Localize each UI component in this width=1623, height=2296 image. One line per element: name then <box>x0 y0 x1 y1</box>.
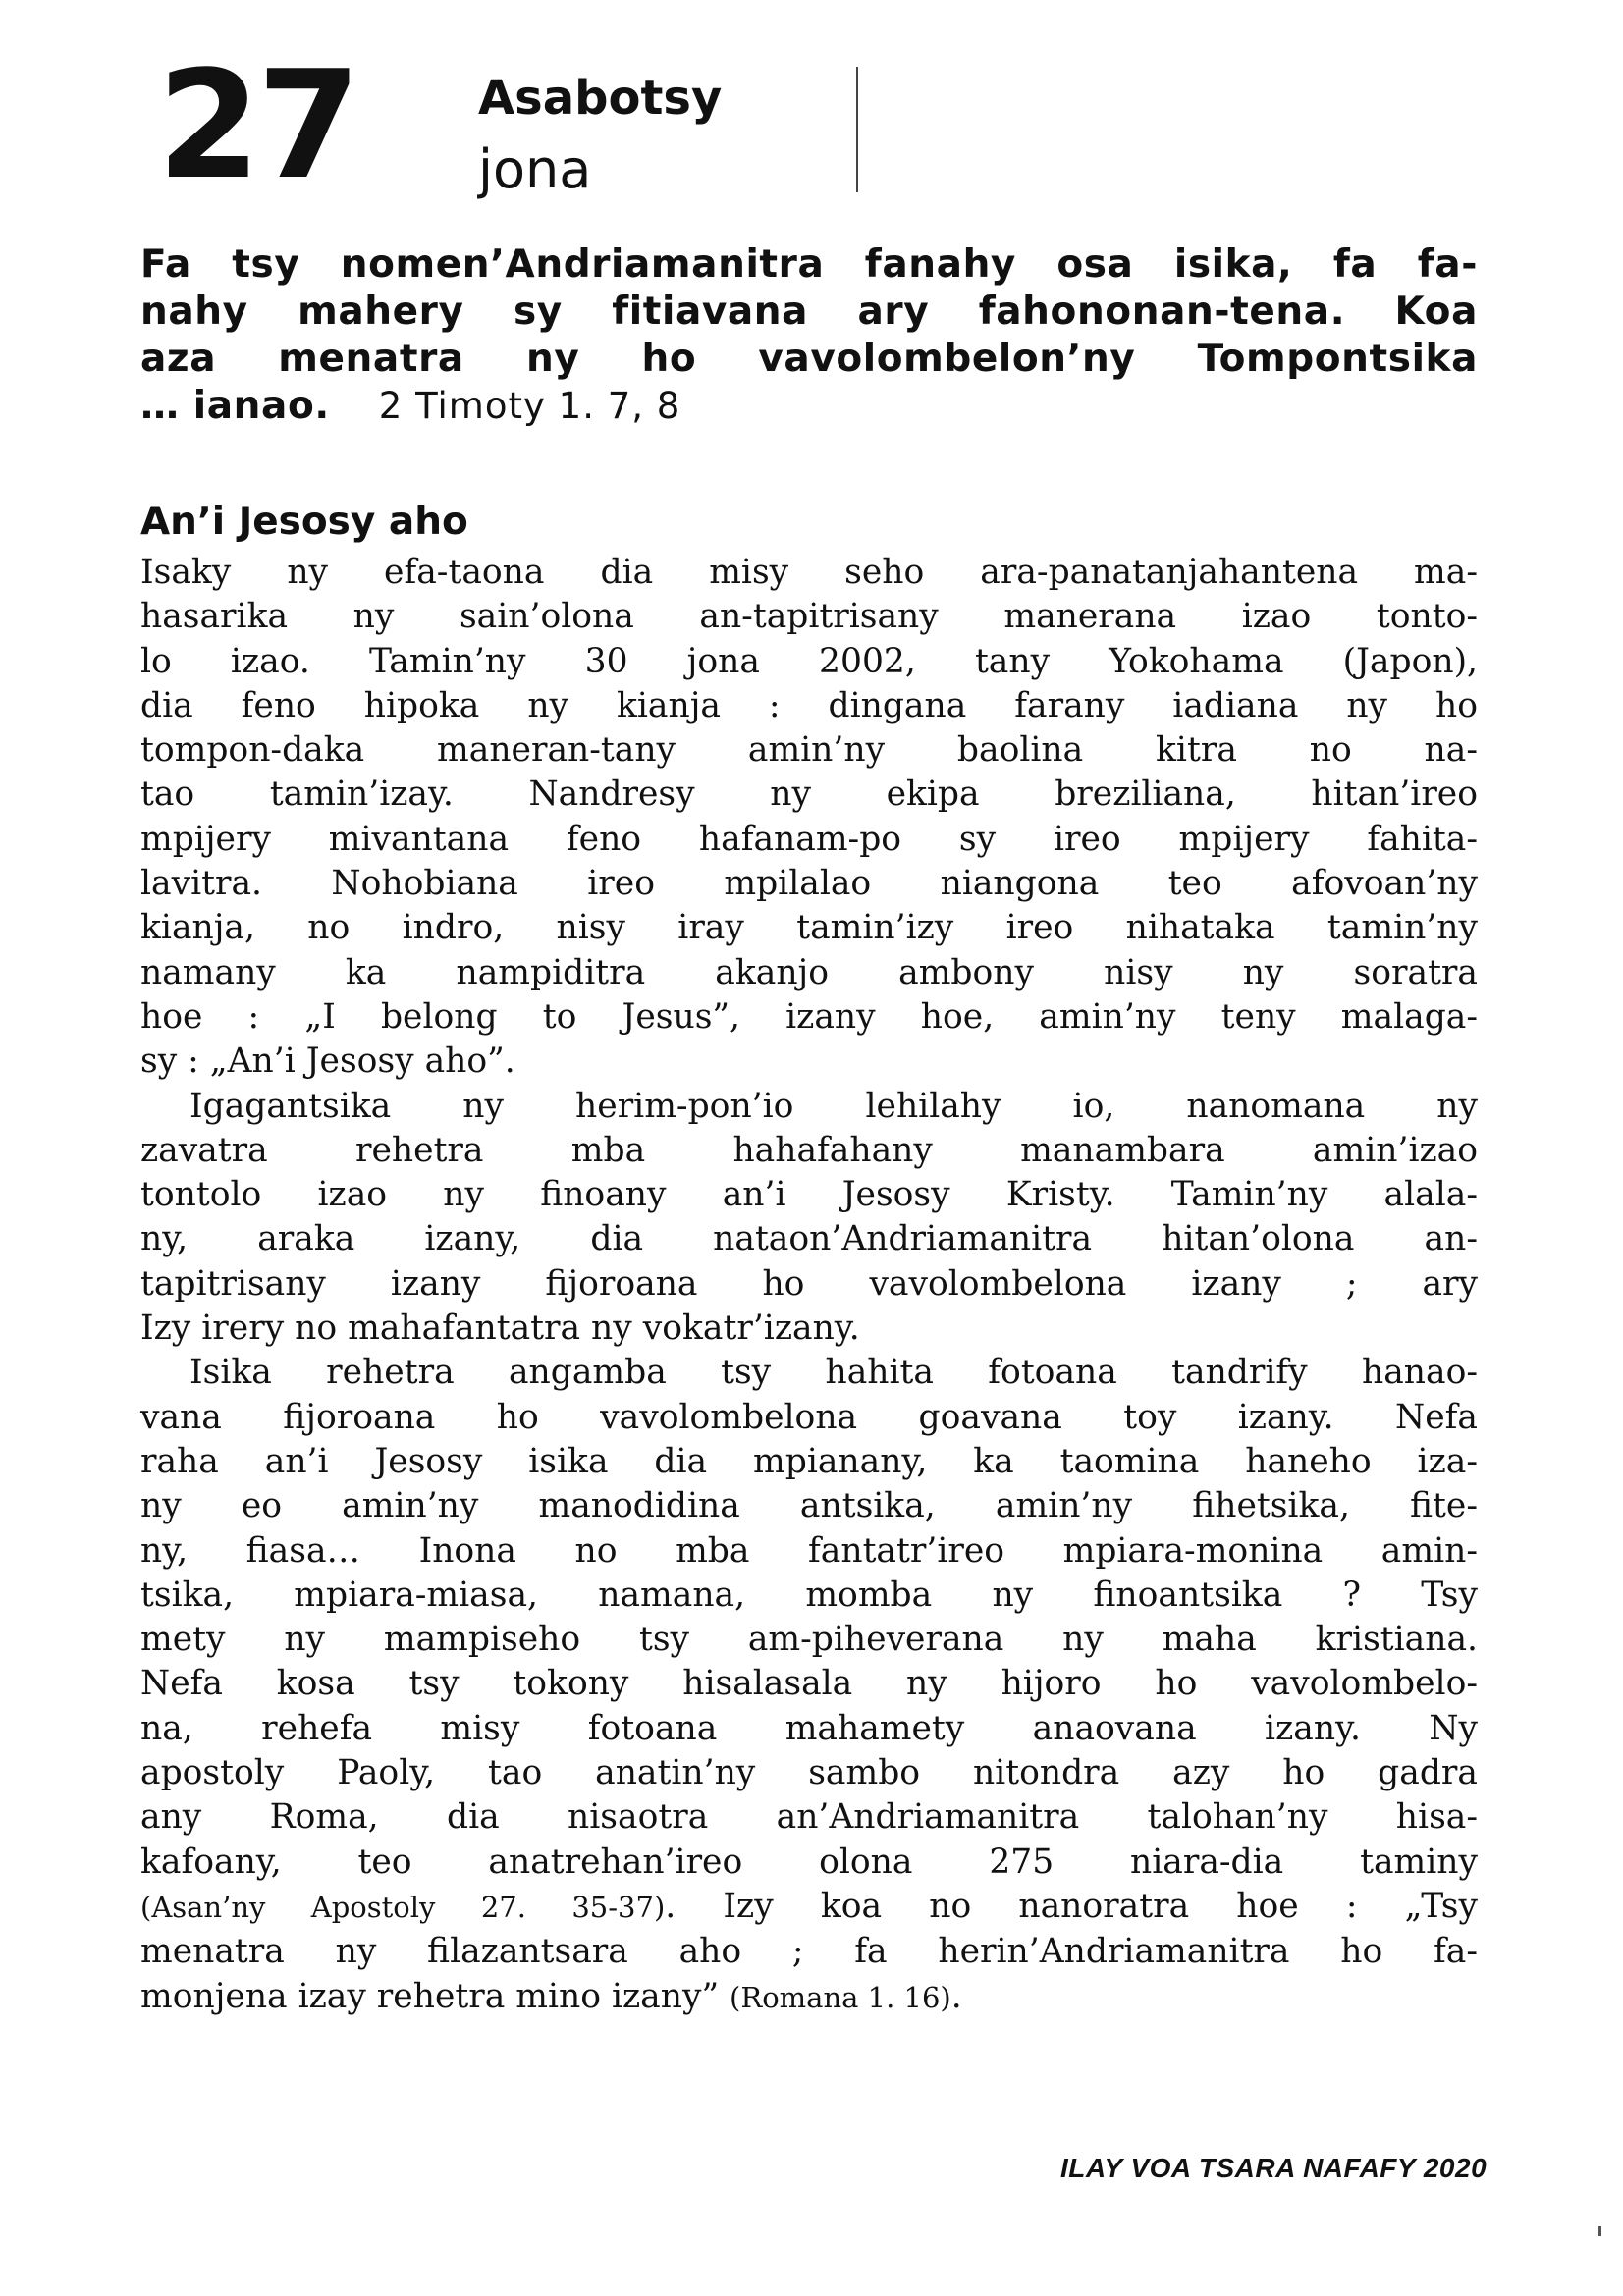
body-line: hoe : „I belong to Jesus”, izany hoe, amin’ny teny malaga- <box>140 996 1478 1037</box>
body-line: tsika, mpiara-miasa, namana, momba ny finoantsika ? Tsy <box>140 1575 1478 1615</box>
verse-line: … ianao. <box>140 384 330 428</box>
body-line: kianja, no indro, nisy iray tamin’izy ireo nihataka tamin’ny <box>140 908 1478 948</box>
weekday-label: Asabotsy <box>478 71 723 126</box>
body-line: mety ny mampiseho tsy am-piheverana ny maha kristiana. <box>140 1620 1478 1660</box>
verse-line: Fa tsy nomen’Andriamanitra fanahy osa isika, fa fa- <box>140 242 1478 287</box>
body-line: mpijery mivantana feno hafanam-po sy ireo mpijery fahita- <box>140 819 1478 859</box>
body-line: dia feno hipoka ny kianja : dingana farany iadiana ny ho <box>140 685 1478 725</box>
scripture-reference: (Asan’ny Apostoly 27. 35-37) <box>140 1890 666 1924</box>
month-label: jona <box>478 138 592 200</box>
body-line: tapitrisany izany fijoroana ho vavolombelona izany ; ary <box>140 1263 1478 1304</box>
footer-publication-title: ILAY VOA TSARA NAFAFY 2020 <box>1060 2153 1488 2183</box>
section-title: An’i Jesosy aho <box>140 500 468 544</box>
day-number: 27 <box>157 38 357 212</box>
body-line: tao tamin’izay. Nandresy ny ekipa breziliana, hitan’ireo <box>140 774 1478 815</box>
body-text <box>140 551 1478 2020</box>
body-line: Nefa kosa tsy tokony hisalasala ny hijoro ho vavolombelo- <box>140 1664 1478 1704</box>
body-line: vana fijoroana ho vavolombelona goavana toy izany. Nefa <box>140 1397 1478 1437</box>
body-line: ny, fiasa… Inona no mba fantatr’ireo mpiara-monina amin- <box>140 1530 1478 1571</box>
body-line: raha an’i Jesosy isika dia mpianany, ka taomina haneho iza- <box>140 1441 1478 1481</box>
body-line: tontolo izao ny finoany an’i Jesosy Kristy. Tamin’ny alala- <box>140 1175 1478 1215</box>
body-line: namany ka nampiditra akanjo ambony nisy ny soratra <box>140 952 1478 992</box>
body-line: na, rehefa misy fotoana mahamety anaovana izany. Ny <box>140 1708 1478 1748</box>
body-line: hasarika ny sain’olona an-tapitrisany manerana izao tonto- <box>140 597 1478 637</box>
body-line: apostoly Paoly, tao anatin’ny sambo nitondra azy ho gadra <box>140 1753 1478 1793</box>
body-line-text: . <box>950 1976 962 2016</box>
bible-verse <box>140 241 1478 430</box>
body-line: lo izao. Tamin’ny 30 jona 2002, tany Yokohama (Japon), <box>140 641 1478 681</box>
body-line: menatra ny filazantsara aho ; fa herin’Andriamanitra ho fa- <box>140 1932 1478 1972</box>
body-line-text: . Izy koa no nanoratra hoe : „Tsy <box>665 1886 1478 1926</box>
body-line-text: monjena izay rehetra mino izany” <box>140 1976 730 2016</box>
body-line: sy : „An’i Jesosy aho”. <box>140 1041 515 1082</box>
scripture-reference: (Romana 1. 16) <box>730 1980 951 2014</box>
body-line: Igagantsika ny herim-pon’io lehilahy io, nanomana ny <box>189 1086 1478 1126</box>
body-line: Isaky ny efa-taona dia misy seho ara-panatanjahantena ma- <box>140 553 1478 592</box>
body-line: ny eo amin’ny manodidina antsika, amin’ny fihetsika, fite- <box>140 1486 1478 1526</box>
body-line: zavatra rehetra mba hahafahany manambara amin’izao <box>140 1130 1478 1170</box>
body-line: tompon-daka maneran-tany amin’ny baolina kitra no na- <box>140 730 1478 771</box>
body-line: Isika rehetra angamba tsy hahita fotoana tandrify hanao- <box>189 1353 1478 1393</box>
body-line <box>140 1975 1478 2020</box>
header-divider <box>856 67 858 192</box>
verse-line: aza menatra ny ho vavolombelon’ny Tompontsika <box>140 337 1478 381</box>
verse-line: nahy mahery sy fitiavana ary fahononan-tena. Koa <box>140 290 1478 334</box>
body-line: lavitra. Nohobiana ireo mpilalao niangona teo afovoan’ny <box>140 864 1478 904</box>
body-line: kafoany, teo anatrehan’ireo olona 275 niara-dia taminy <box>140 1842 1478 1882</box>
body-line: ny, araka izany, dia nataon’Andriamanitra hitan’olona an- <box>140 1219 1478 1259</box>
verse-line-last <box>140 383 1478 430</box>
page-edge-mark <box>1598 2226 1601 2236</box>
verse-reference: 2 Timoty 1. 7, 8 <box>378 385 681 427</box>
body-line: Izy irery no mahafantatra ny vokatr’izany. <box>140 1308 860 1349</box>
body-line <box>140 1885 1478 1930</box>
body-line: any Roma, dia nisaotra an’Andriamanitra talohan’ny hisa- <box>140 1797 1478 1838</box>
